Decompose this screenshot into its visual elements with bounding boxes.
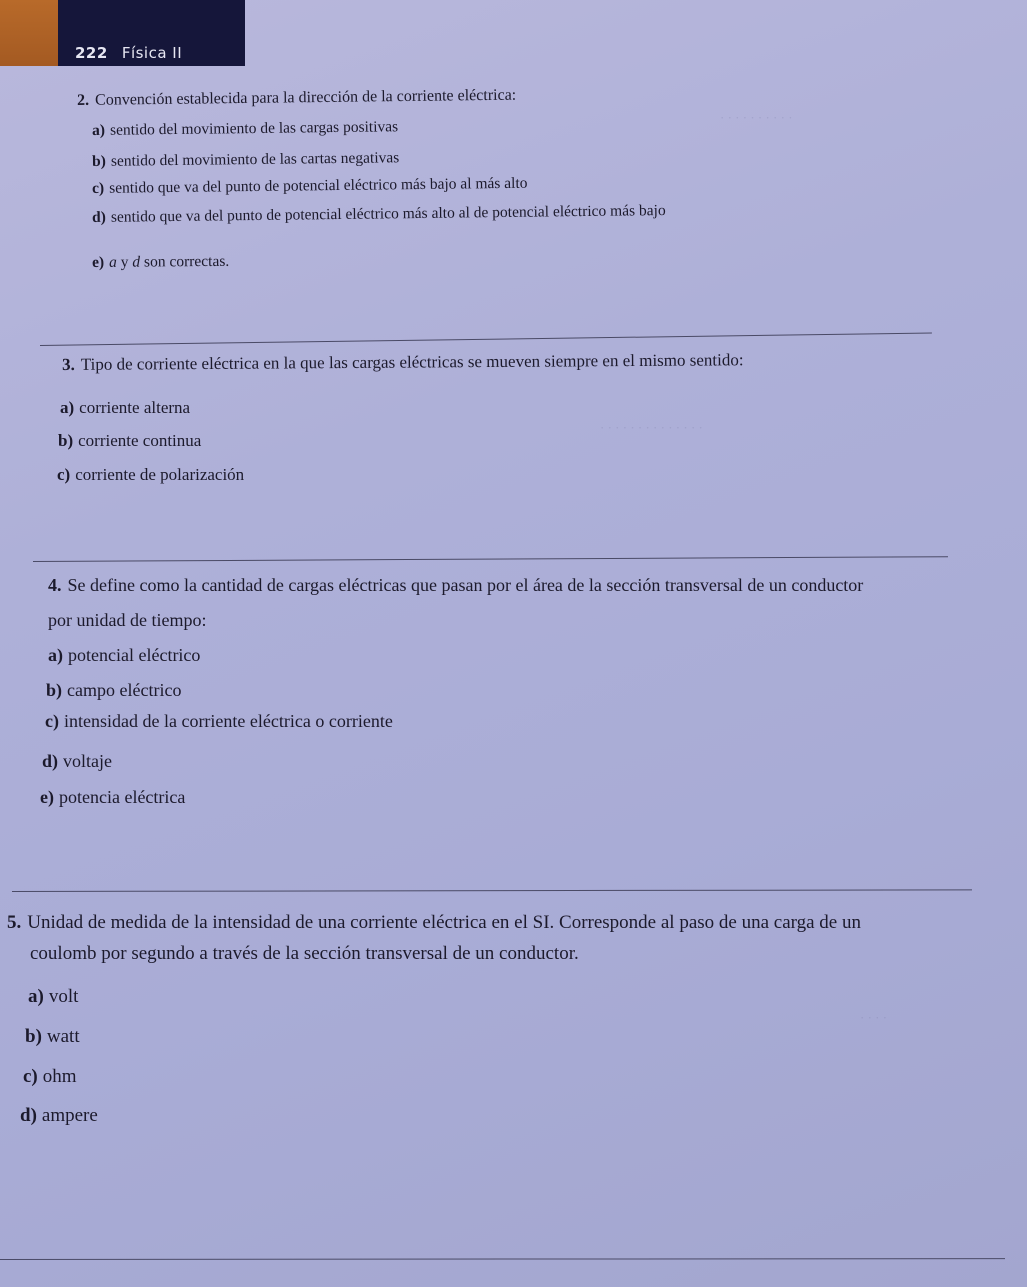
option-text: potencial eléctrico <box>68 645 201 665</box>
answer-line <box>33 556 948 562</box>
option-letter: c) <box>45 711 59 731</box>
option-text: sentido que va del punto de potencial eléctrico más alto al de potencial eléctrico más bajo <box>110 201 666 226</box>
question-4-option-d <box>42 751 112 772</box>
option-text: corriente de polarización <box>75 465 245 484</box>
option-text-italic-d: d <box>132 253 141 271</box>
header-accent-bar <box>0 0 58 66</box>
option-text: volt <box>48 986 79 1007</box>
option-text: ampere <box>41 1105 98 1126</box>
question-4-option-a <box>48 645 200 666</box>
question-5-option-d <box>20 1105 98 1127</box>
question-4-option-e <box>40 787 185 808</box>
question-5-option-b <box>25 1026 80 1048</box>
question-3-option-a <box>60 398 190 418</box>
option-text-italic-a: a <box>109 253 117 271</box>
question-5-option-a <box>28 986 78 1008</box>
question-3-option-c <box>57 465 244 485</box>
option-letter: b) <box>25 1026 42 1047</box>
question-2-option-e <box>92 253 229 272</box>
option-text: corriente continua <box>78 431 202 450</box>
option-letter: d) <box>92 208 107 226</box>
answer-line <box>0 1258 1005 1260</box>
option-letter: a) <box>60 398 75 417</box>
question-2-title <box>77 87 516 110</box>
option-letter: d) <box>42 751 59 771</box>
option-letter: a) <box>92 121 106 139</box>
question-2-option-c <box>92 175 528 198</box>
question-number: 2. <box>77 91 90 109</box>
question-3-title <box>62 350 744 375</box>
question-2-option-a <box>92 118 398 140</box>
question-text: Unidad de medida de la intensidad de una corriente eléctrica en el SI. Corresponde al paso de una carga de un <box>27 912 861 933</box>
option-text: sentido que va del punto de potencial eléctrico más bajo al más alto <box>109 174 528 197</box>
option-letter: e) <box>92 253 105 271</box>
question-5-continuation: coulomb por segundo a través de la sección transversal de un conductor. <box>30 943 579 964</box>
option-letter: b) <box>92 152 107 170</box>
question-5-title <box>7 912 861 934</box>
question-5-option-c <box>23 1066 77 1088</box>
question-number: 3. <box>62 354 75 374</box>
option-letter: a) <box>48 645 63 665</box>
question-4-option-b <box>46 680 181 701</box>
header-text <box>75 44 182 62</box>
question-3-option-b <box>58 431 201 451</box>
option-text-mid: y <box>116 253 133 271</box>
question-4-continuation: por unidad de tiempo: <box>48 610 207 630</box>
question-text: Tipo de corriente eléctrica en la que las cargas eléctricas se mueven siempre en el mismo sentido: <box>80 350 744 374</box>
answer-line <box>12 889 972 892</box>
option-text: potencia eléctrica <box>58 787 186 807</box>
question-4-option-c <box>45 711 393 732</box>
option-letter: b) <box>46 680 63 700</box>
option-letter: a) <box>28 986 44 1007</box>
option-text: sentido del movimiento de las cartas negativas <box>110 149 400 170</box>
option-letter: c) <box>92 179 105 197</box>
question-2-option-b <box>92 149 399 171</box>
question-number: 5. <box>7 912 22 933</box>
option-text: intensidad de la corriente eléctrica o corriente <box>63 711 393 731</box>
option-letter: c) <box>23 1066 38 1087</box>
page-header <box>0 0 245 66</box>
answer-line <box>40 333 932 346</box>
option-text: sentido del movimiento de las cargas positivas <box>109 118 399 139</box>
option-letter: b) <box>58 431 74 450</box>
option-text: voltaje <box>63 751 112 771</box>
question-2-option-d <box>92 202 666 227</box>
bleed-through-text: · · · · · · · · · · · · · · <box>600 420 703 435</box>
option-text-end: son correctas. <box>140 252 230 271</box>
bleed-through-text: · · · · · · · · · · <box>720 110 793 125</box>
question-text: Se define como la cantidad de cargas eléctricas que pasan por el área de la sección transversal de un conductor <box>67 575 864 595</box>
book-title: Física II <box>121 44 183 62</box>
bleed-through-text: · · · · <box>860 1010 888 1025</box>
question-4-title <box>48 575 863 596</box>
question-number: 4. <box>48 575 62 595</box>
page-number: 222 <box>75 44 108 62</box>
option-text: ohm <box>42 1066 77 1087</box>
question-text: Convención establecida para la dirección de la corriente eléctrica: <box>94 86 517 109</box>
option-text: watt <box>46 1026 80 1047</box>
option-letter: d) <box>20 1105 37 1126</box>
option-letter: c) <box>57 465 71 484</box>
option-text: corriente alterna <box>79 398 191 417</box>
option-letter: e) <box>40 787 54 807</box>
option-text: campo eléctrico <box>67 680 182 700</box>
